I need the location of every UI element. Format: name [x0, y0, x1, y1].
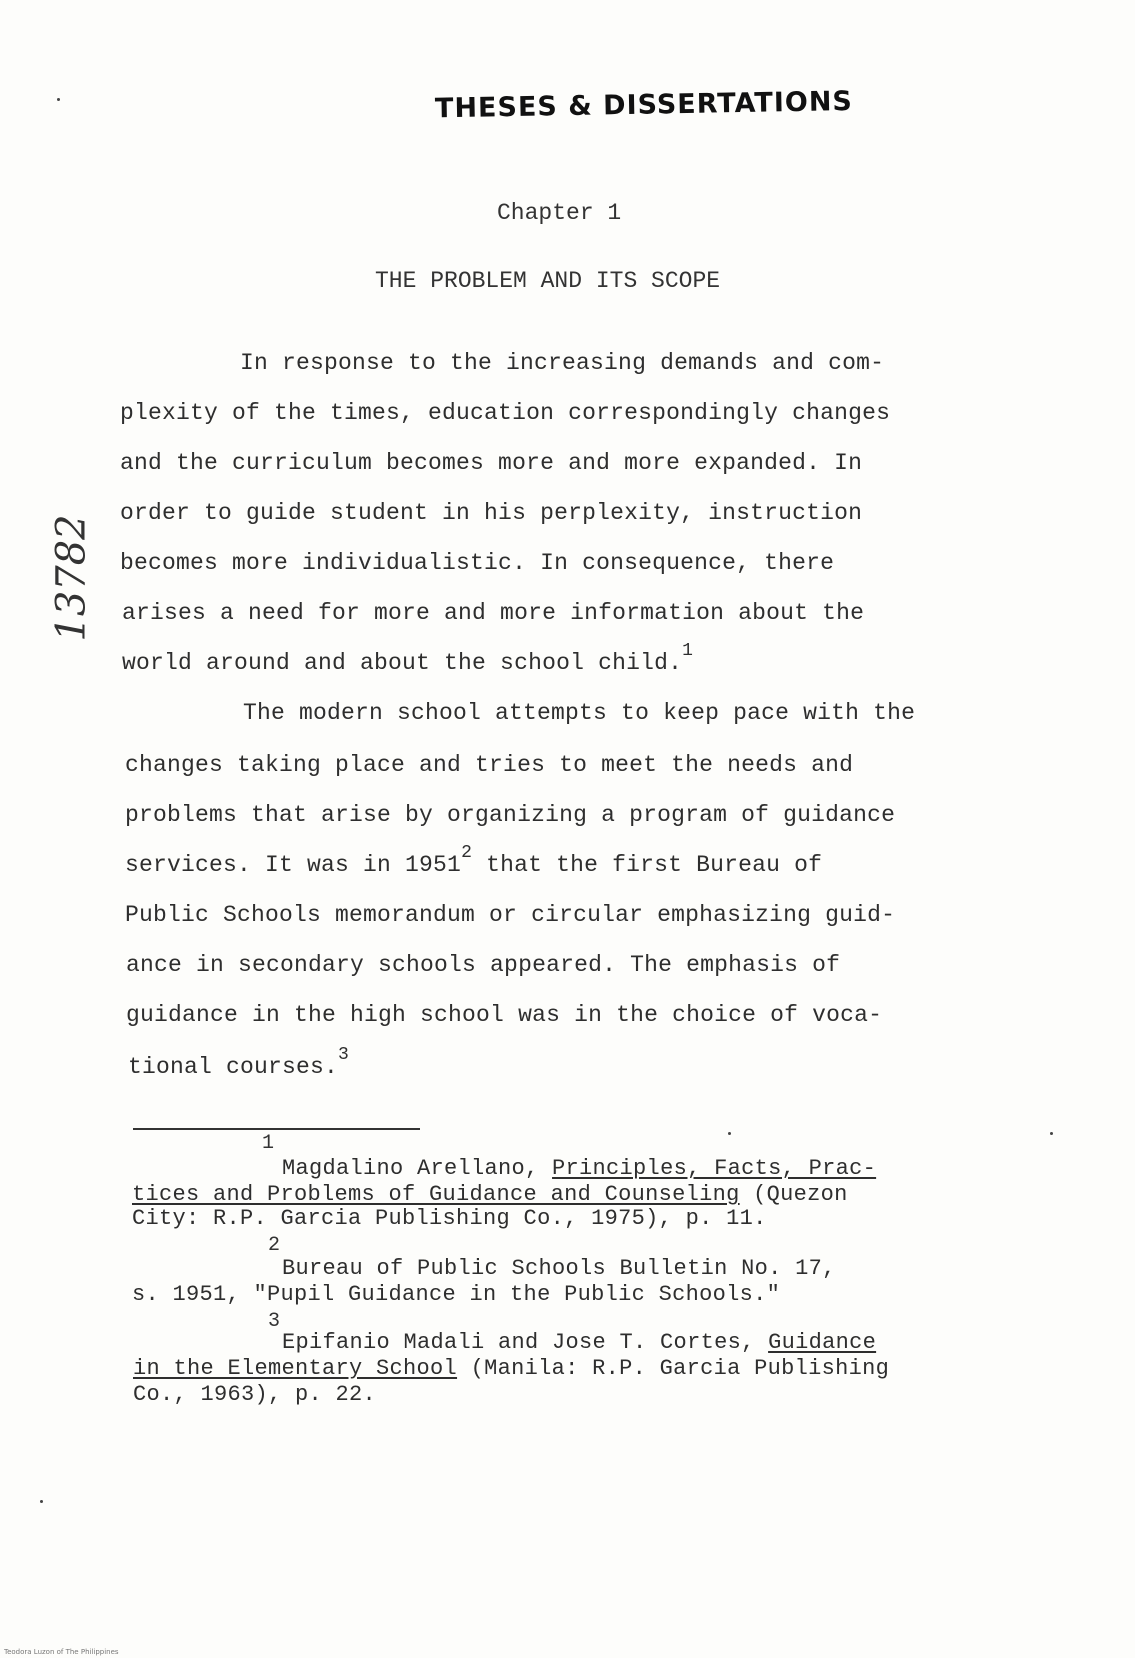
footnote-line: City: R.P. Garcia Publishing Co., 1975), p. 11. [132, 1206, 767, 1231]
footnote-number: 1 [262, 1132, 275, 1155]
scan-speck [40, 1500, 43, 1503]
footnote-text: Magdalino Arellano, [282, 1156, 553, 1181]
footnote-book-title: tices and Problems of Guidance and Counseling [132, 1182, 740, 1207]
footnote-number: 3 [268, 1310, 281, 1333]
footnote-book-title: in the Elementary School [133, 1356, 458, 1381]
footnote-text: (Quezon [739, 1182, 848, 1207]
scan-speck [728, 1132, 731, 1135]
scan-speck [57, 98, 60, 101]
body-line [125, 843, 823, 878]
scan-footer-text: Teodora Luzon of The Philippines [4, 1648, 119, 1656]
chapter-title: Chapter 1 [497, 200, 622, 226]
footnote-book-title: Principles, Facts, Prac- [552, 1156, 877, 1181]
body-line: problems that arise by organizing a program of guidance [125, 802, 896, 828]
footnote-line [133, 1356, 889, 1381]
body-line: The modern school attempts to keep pace with the [243, 700, 916, 726]
footnote-text: (Manila: R.P. Garcia Publishing [457, 1356, 890, 1381]
body-line-text: services. It was in 1951 [125, 852, 462, 878]
footnote-line: s. 1951, "Pupil Guidance in the Public Schools." [132, 1282, 781, 1307]
footnote-line: Co., 1963), p. 22. [133, 1382, 377, 1407]
footnote-ref-1: 1 [682, 641, 694, 661]
body-line: In response to the increasing demands and com- [240, 350, 885, 376]
body-line-text: world around and about the school child. [122, 650, 683, 676]
body-line: changes taking place and tries to meet the needs and [125, 752, 854, 778]
theses-dissertations-stamp: THESES & DISSERTATIONS [434, 86, 854, 125]
footnote-number: 2 [268, 1234, 281, 1257]
body-line: Public Schools memorandum or circular emphasizing guid- [125, 902, 896, 928]
footnote-book-title: Guidance [768, 1330, 877, 1355]
chapter-heading: THE PROBLEM AND ITS SCOPE [375, 268, 721, 294]
body-line-text: tional courses. [128, 1054, 339, 1080]
handwritten-margin-note: 13782 [48, 514, 95, 642]
footnote-line [282, 1330, 876, 1355]
body-line: plexity of the times, education correspondingly changes [120, 400, 891, 426]
footnote-ref-3: 3 [338, 1045, 350, 1065]
body-line: becomes more individualistic. In consequence, there [120, 550, 835, 576]
body-line: and the curriculum becomes more and more expanded. In [120, 450, 863, 476]
body-line: arises a need for more and more information about the [122, 600, 865, 626]
scan-speck [1050, 1132, 1053, 1135]
footnote-ref-2: 2 [461, 843, 473, 863]
body-line-text: that the first Bureau of [472, 852, 823, 878]
footnote-line [132, 1182, 848, 1207]
body-line: order to guide student in his perplexity, instruction [120, 500, 863, 526]
body-line [122, 641, 694, 676]
footnote-line: Bureau of Public Schools Bulletin No. 17, [282, 1256, 836, 1281]
body-line [128, 1045, 350, 1080]
footnote-line [282, 1156, 876, 1181]
footnote-separator [133, 1128, 420, 1130]
footnote-text: Epifanio Madali and Jose T. Cortes, [282, 1330, 769, 1355]
body-line: guidance in the high school was in the choice of voca- [126, 1002, 883, 1028]
body-line: ance in secondary schools appeared. The emphasis of [126, 952, 841, 978]
